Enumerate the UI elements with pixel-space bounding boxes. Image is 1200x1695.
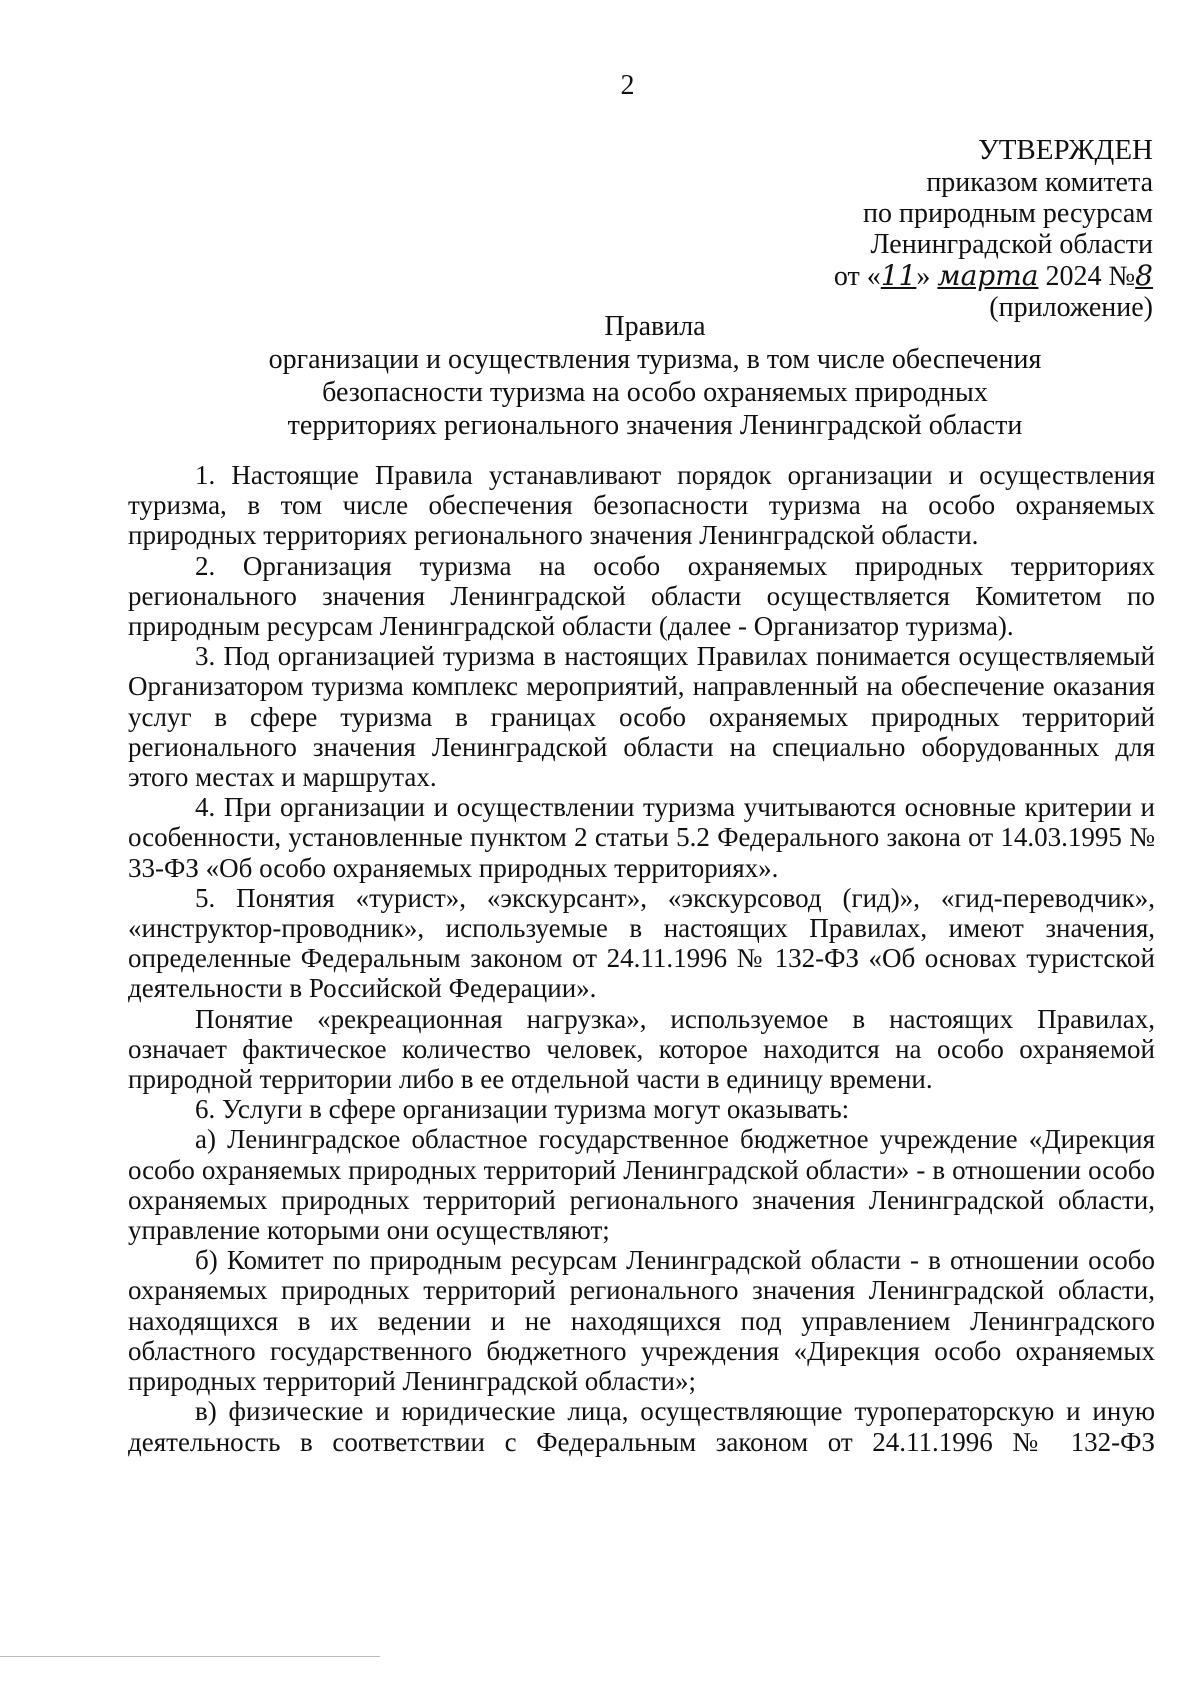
paragraph-6v: в) физические и юридические лица, осуществляющие туроператорскую и иную деятельность в соответствии с Федеральным законом от 24.11.1996 № 132-ФЗ: [128, 1396, 1155, 1457]
date-month-handwritten: марта: [937, 259, 1039, 292]
paragraph-6a: а) Ленинградское областное государственное бюджетное учреждение «Дирекция особо охраняемых природных территорий Ленинградской области» - в отношении особо охраняемых природных территорий регионального значения Ленинградской области, управление которыми они осуществляют;: [128, 1124, 1155, 1246]
approval-line-1: приказом комитета: [926, 167, 1153, 198]
paragraph-4: 4. При организации и осуществлении туризма учитываются основные критерии и особенности, установленные пунктом 2 статьи 5.2 Федерального закона от 14.03.1995 № 33-ФЗ «Об особо охраняемых природных территориях».: [128, 792, 1155, 883]
paragraph-6b: б) Комитет по природным ресурсам Ленинградской области - в отношении особо охраняемых природных территорий регионального значения Ленинградской области, находящихся в их ведении и не находящихся под управлением Ленинградского областного государственного бюджетного учреждения «Дирекция особо охраняемых природных территорий Ленинградской области»;: [128, 1245, 1155, 1397]
title-line-4: территориях регионального значения Ленинградской области: [287, 410, 1023, 441]
approval-line-2: по природным ресурсам: [862, 198, 1153, 229]
order-number-handwritten: 8: [1135, 259, 1153, 292]
title-line-1: Правила: [604, 311, 706, 342]
title-line-3: безопасности туризма на особо охраняемых природных: [322, 377, 988, 408]
date-day-handwritten: 11: [880, 259, 917, 292]
approval-header: УТВЕРЖДЕН: [978, 134, 1153, 166]
approval-line-3: Ленинградской области: [870, 229, 1153, 260]
title-line-2: организации и осуществления туризма, в том числе обеспечения: [268, 344, 1042, 375]
paragraph-6: 6. Услуги в сфере организации туризма могут оказывать:: [195, 1094, 850, 1125]
paragraph-5-recreational-load: Понятие «рекреационная нагрузка», используемое в настоящих Правилах, означает фактическое количество человек, которое находится на особо охраняемой природной территории либо в ее отдельной части в единицу времени.: [128, 1003, 1155, 1095]
footer-divider: [0, 1656, 380, 1657]
document-body: [128, 460, 1155, 1457]
document-title: [255, 310, 1055, 442]
approval-date-line: [834, 260, 1153, 292]
date-year: 2024 №: [1038, 261, 1136, 292]
approval-block: [834, 133, 1153, 323]
page-number: 2: [620, 70, 635, 101]
paragraph-5: 5. Понятия «турист», «экскурсант», «экскурсовод (гид)», «гид-переводчик», «инструктор-проводник», используемые в настоящих Правилах, имеют значения, определенные Федеральным законом от 24.11.1996 № 132-ФЗ «Об основах туристской деятельности в Российской Федерации».: [128, 882, 1155, 1004]
approval-line-5: (приложение): [989, 292, 1153, 323]
date-prefix: от «: [833, 261, 881, 292]
date-mid: »: [916, 261, 938, 292]
paragraph-3: 3. Под организацией туризма в настоящих Правилах понимается осуществляемый Организатором туризма комплекс мероприятий, направленный на обеспечение оказания услуг в сфере туризма в границах особо охраняемых природных территорий регионального значения Ленинградской области на специально оборудованных для этого местах и маршрутах.: [128, 641, 1155, 793]
paragraph-1: 1. Настоящие Правила устанавливают порядок организации и осуществления туризма, в том числе обеспечения безопасности туризма на особо охраняемых природных территориях регионального значения Ленинградской области.: [128, 460, 1155, 551]
paragraph-2: 2. Организация туризма на особо охраняемых природных территориях регионального значения Ленинградской области осуществляется Комитетом по природным ресурсам Ленинградской области (далее - Организатор туризма).: [128, 550, 1155, 642]
